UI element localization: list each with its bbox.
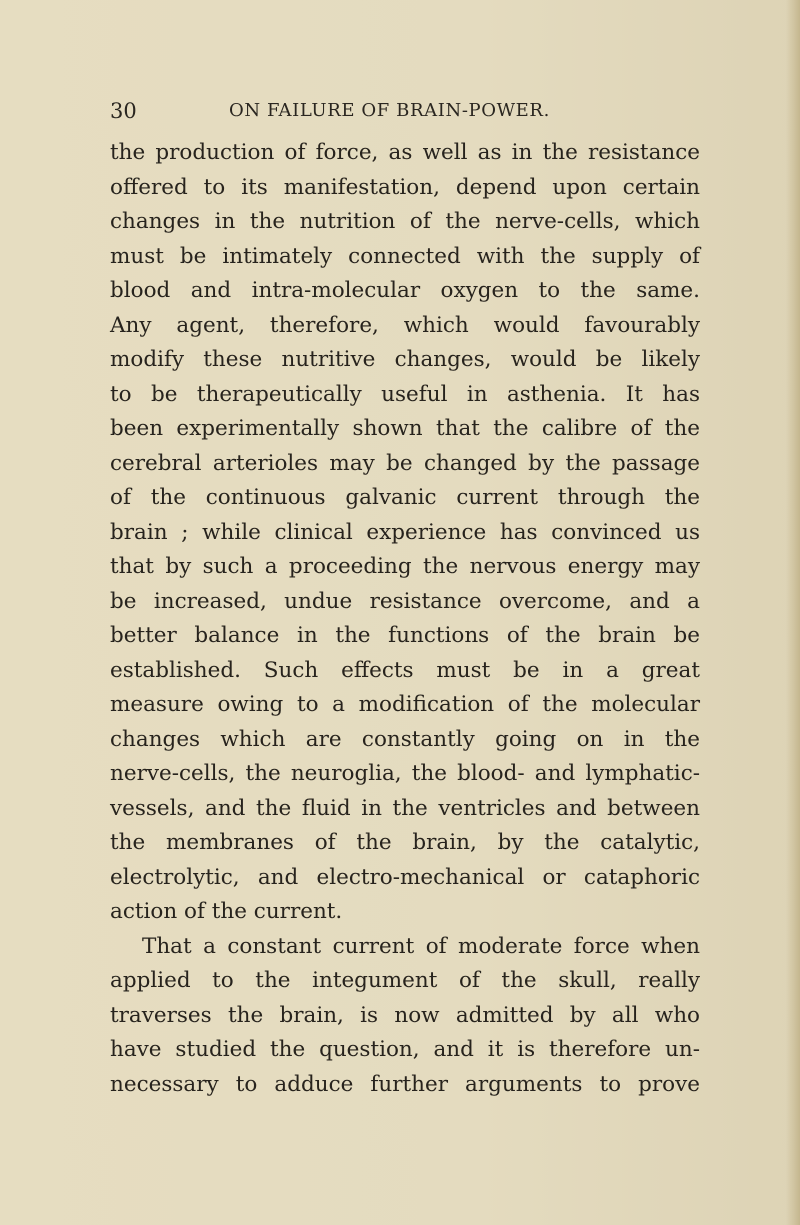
text-line: changes in the nutrition of the nerve-cells, which — [110, 209, 700, 234]
paragraph-end-line: action of the current. — [110, 899, 343, 924]
page-edge-shadow — [786, 0, 800, 1225]
text-line: the membranes of the brain, by the catalytic, — [110, 830, 700, 855]
text-line: to be therapeutically useful in asthenia. It has — [110, 381, 700, 407]
text-line: offered to its manifestation, depend upon certain — [110, 174, 700, 200]
text-line: established. Such effects must be in a great — [110, 657, 700, 683]
text-line: modify these nutritive changes, would be likely — [110, 347, 700, 372]
text-line: nerve-cells, the neuroglia, the blood- and lymphatic- — [110, 761, 700, 786]
text-line: vessels, and the fluid in the ventricles and between — [110, 795, 700, 821]
text-line: of the continuous galvanic current through the — [110, 485, 700, 510]
running-head: ON FAILURE OF BRAIN-POWER. — [229, 100, 550, 121]
body-text — [110, 136, 700, 1102]
paragraph-start-line: That a constant current of moderate force when — [142, 933, 700, 959]
text-line: traverses the brain, is now admitted by all who — [110, 1002, 700, 1028]
text-line: that by such a proceeding the nervous energy may — [110, 554, 700, 579]
page-header — [110, 96, 580, 130]
text-line: have studied the question, and it is therefore un- — [110, 1037, 700, 1062]
text-line: changes which are constantly going on in the — [110, 726, 700, 752]
text-line: Any agent, therefore, which would favourably — [110, 312, 700, 338]
text-line: electrolytic, and electro-mechanical or cataphoric — [110, 864, 700, 890]
text-line: the production of force, as well as in the resistance — [110, 140, 700, 165]
text-line: brain ; while clinical experience has convinced us — [110, 519, 700, 545]
text-line: blood and intra-molecular oxygen to the same. — [110, 278, 700, 303]
text-line: been experimentally shown that the calibre of the — [110, 416, 700, 441]
text-line: better balance in the functions of the brain be — [110, 623, 700, 648]
text-line: measure owing to a modification of the molecular — [110, 692, 700, 717]
text-line: be increased, undue resistance overcome, and a — [110, 588, 700, 614]
text-line: must be intimately connected with the supply of — [110, 243, 700, 269]
page-number: 30 — [110, 99, 137, 123]
text-line: necessary to adduce further arguments to prove — [110, 1071, 700, 1097]
text-line: applied to the integument of the skull, really — [110, 968, 700, 993]
text-line: cerebral arterioles may be changed by the passage — [110, 450, 700, 476]
